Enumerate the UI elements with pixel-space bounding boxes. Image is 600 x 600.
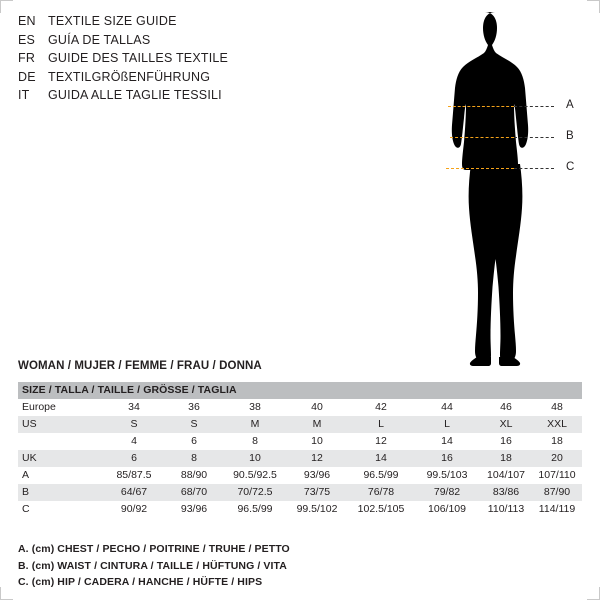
cell: 88/90 [164, 467, 224, 484]
cell: 107/110 [532, 467, 582, 484]
row-label: US [18, 416, 104, 433]
cell: 6 [104, 450, 164, 467]
measure-label-b: B [566, 130, 574, 142]
language-title: GUÍA DE TALLAS [48, 32, 151, 47]
language-row [18, 88, 318, 107]
cell: 93/96 [286, 467, 348, 484]
note-hip: C. (cm) HIP / CADERA / HANCHE / HÜFTE / HIPS [18, 576, 263, 588]
language-row [18, 14, 318, 33]
measure-line-a-body [448, 106, 514, 107]
table-row [18, 433, 582, 450]
cell: 102.5/105 [348, 501, 414, 518]
table-header-row [18, 382, 582, 399]
woman-section-heading: WOMAN / MUJER / FEMME / FRAU / DONNA [18, 360, 262, 372]
language-title: TEXTILGRÖßENFÜHRUNG [48, 69, 211, 84]
corner-mark-bottom-right [587, 587, 600, 600]
table-row [18, 399, 582, 416]
cell: S [164, 416, 224, 433]
cell: 70/72.5 [224, 484, 286, 501]
measure-leader-b [514, 137, 554, 138]
cell: 73/75 [286, 484, 348, 501]
language-row [18, 70, 318, 89]
table-row [18, 501, 582, 518]
cell: 64/67 [104, 484, 164, 501]
measurement-notes [18, 541, 578, 591]
cell: 106/109 [414, 501, 480, 518]
cell: 79/82 [414, 484, 480, 501]
cell: 87/90 [532, 484, 582, 501]
note-chest: A. (cm) CHEST / PECHO / POITRINE / TRUHE / PETTO [18, 543, 290, 555]
measure-label-a: A [566, 99, 574, 111]
cell: 16 [480, 433, 532, 450]
cell: 68/70 [164, 484, 224, 501]
cell: M [286, 416, 348, 433]
cell: XXL [532, 416, 582, 433]
language-code: DE [18, 69, 36, 84]
cell: 99.5/102 [286, 501, 348, 518]
cell: 6 [164, 433, 224, 450]
cell: 96.5/99 [224, 501, 286, 518]
language-code: ES [18, 32, 36, 47]
corner-mark-bottom-left [0, 587, 13, 600]
cell: 4 [104, 433, 164, 450]
cell: 12 [348, 433, 414, 450]
cell: XL [480, 416, 532, 433]
cell: 16 [414, 450, 480, 467]
cell: 96.5/99 [348, 467, 414, 484]
corner-mark-top-left [0, 0, 13, 13]
measure-line-b-body [450, 137, 514, 138]
row-label: A [18, 467, 104, 484]
cell: 18 [532, 433, 582, 450]
measure-leader-a [514, 106, 554, 107]
cell: M [224, 416, 286, 433]
cell: 36 [164, 399, 224, 416]
cell: 110/113 [480, 501, 532, 518]
cell: 48 [532, 399, 582, 416]
cell: 85/87.5 [104, 467, 164, 484]
language-code: FR [18, 51, 36, 66]
size-table [18, 382, 582, 518]
size-table-wrap [18, 382, 582, 518]
measure-line-c-body [446, 168, 514, 169]
woman-silhouette-icon [440, 8, 550, 368]
table-row [18, 467, 582, 484]
language-code: IT [18, 88, 30, 103]
table-row [18, 450, 582, 467]
cell: 90/92 [104, 501, 164, 518]
table-row [18, 416, 582, 433]
cell: 99.5/103 [414, 467, 480, 484]
cell: 44 [414, 399, 480, 416]
measure-leader-c [514, 168, 554, 169]
row-label [18, 433, 104, 450]
cell: 14 [414, 433, 480, 450]
cell: 93/96 [164, 501, 224, 518]
row-label: Europe [18, 399, 104, 416]
note-waist: B. (cm) WAIST / CINTURA / TAILLE / HÜFTUNG / VITA [18, 559, 287, 572]
language-row [18, 51, 318, 70]
cell: 46 [480, 399, 532, 416]
cell: 12 [286, 450, 348, 467]
cell: 8 [164, 450, 224, 467]
cell: 14 [348, 450, 414, 467]
language-title: GUIDA ALLE TAGLIE TESSILI [48, 88, 222, 103]
cell: L [414, 416, 480, 433]
measure-label-c: C [566, 161, 575, 173]
cell: 18 [480, 450, 532, 467]
language-title: GUIDE DES TAILLES TEXTILE [48, 51, 229, 66]
cell: 114/119 [532, 501, 582, 518]
cell: 10 [224, 450, 286, 467]
row-label: B [18, 484, 104, 501]
cell: 8 [224, 433, 286, 450]
language-title-block [18, 14, 318, 107]
table-row [18, 484, 582, 501]
cell: 34 [104, 399, 164, 416]
cell: 10 [286, 433, 348, 450]
cell: 83/86 [480, 484, 532, 501]
row-label: C [18, 501, 104, 518]
cell: L [348, 416, 414, 433]
language-row [18, 33, 318, 52]
cell: 38 [224, 399, 286, 416]
cell: S [104, 416, 164, 433]
cell: 104/107 [480, 467, 532, 484]
cell: 40 [286, 399, 348, 416]
cell: 76/78 [348, 484, 414, 501]
table-header-label: SIZE / TALLA / TAILLE / GRÖSSE / TAGLIA [18, 382, 582, 399]
figure-area [380, 8, 590, 368]
cell: 20 [532, 450, 582, 467]
language-title: TEXTILE SIZE GUIDE [48, 14, 177, 28]
cell: 42 [348, 399, 414, 416]
language-code: EN [18, 14, 36, 28]
row-label: UK [18, 450, 104, 467]
cell: 90.5/92.5 [224, 467, 286, 484]
